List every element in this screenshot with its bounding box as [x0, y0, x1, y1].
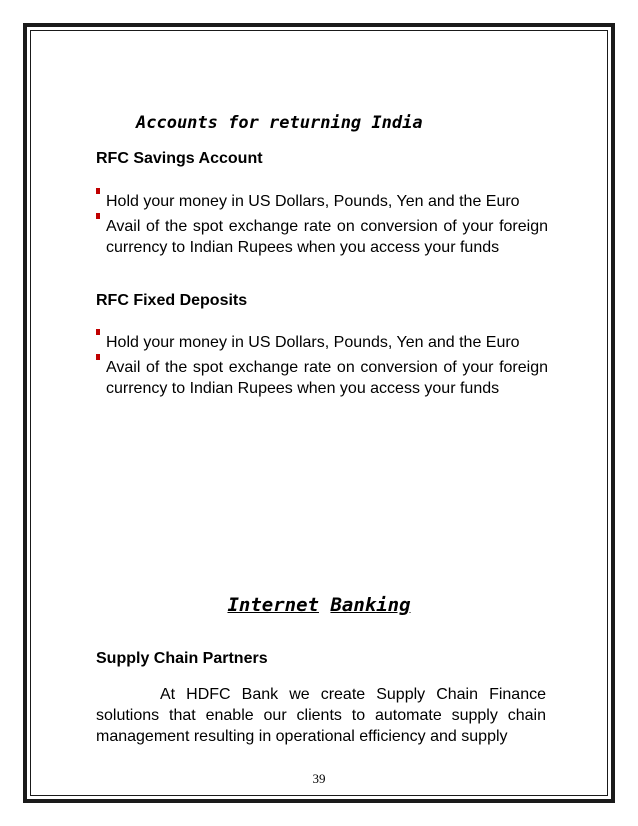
bullet-text: Hold your money in US Dollars, Pounds, Yen and the Euro [106, 334, 520, 351]
section-title-internet-banking [0, 594, 638, 616]
title-word-internet: Internet [227, 594, 319, 616]
bullet-text: Avail of the spot exchange rate on conversion of your foreign currency to Indian Rupees when you access your funds [106, 359, 548, 397]
subheading-supply-chain: Supply Chain Partners [96, 650, 268, 667]
bullet-icon [96, 354, 100, 360]
body-paragraph [96, 684, 546, 747]
section-title-accounts: Accounts for returning India [136, 113, 423, 133]
bullet-icon [96, 329, 100, 335]
page-border-inner [30, 30, 608, 796]
list-item [96, 332, 548, 353]
page-number: 39 [312, 771, 326, 786]
list-item [96, 357, 548, 399]
bullet-icon [96, 188, 100, 194]
subheading-rfc-fixed-deposits: RFC Fixed Deposits [96, 292, 248, 309]
bullet-text: Avail of the spot exchange rate on conversion of your foreign currency to Indian Rupees when you access your funds [106, 218, 548, 256]
bullet-icon [96, 213, 100, 219]
bullet-text: Hold your money in US Dollars, Pounds, Yen and the Euro [106, 193, 520, 210]
paragraph-text: At HDFC Bank we create Supply Chain Finance solutions that enable our clients to automate supply chain management resulting in operational efficiency and supply [96, 686, 546, 745]
list-item [96, 191, 548, 212]
list-item [96, 216, 548, 258]
title-word-banking: Banking [330, 594, 411, 616]
subheading-rfc-savings: RFC Savings Account [96, 150, 263, 167]
